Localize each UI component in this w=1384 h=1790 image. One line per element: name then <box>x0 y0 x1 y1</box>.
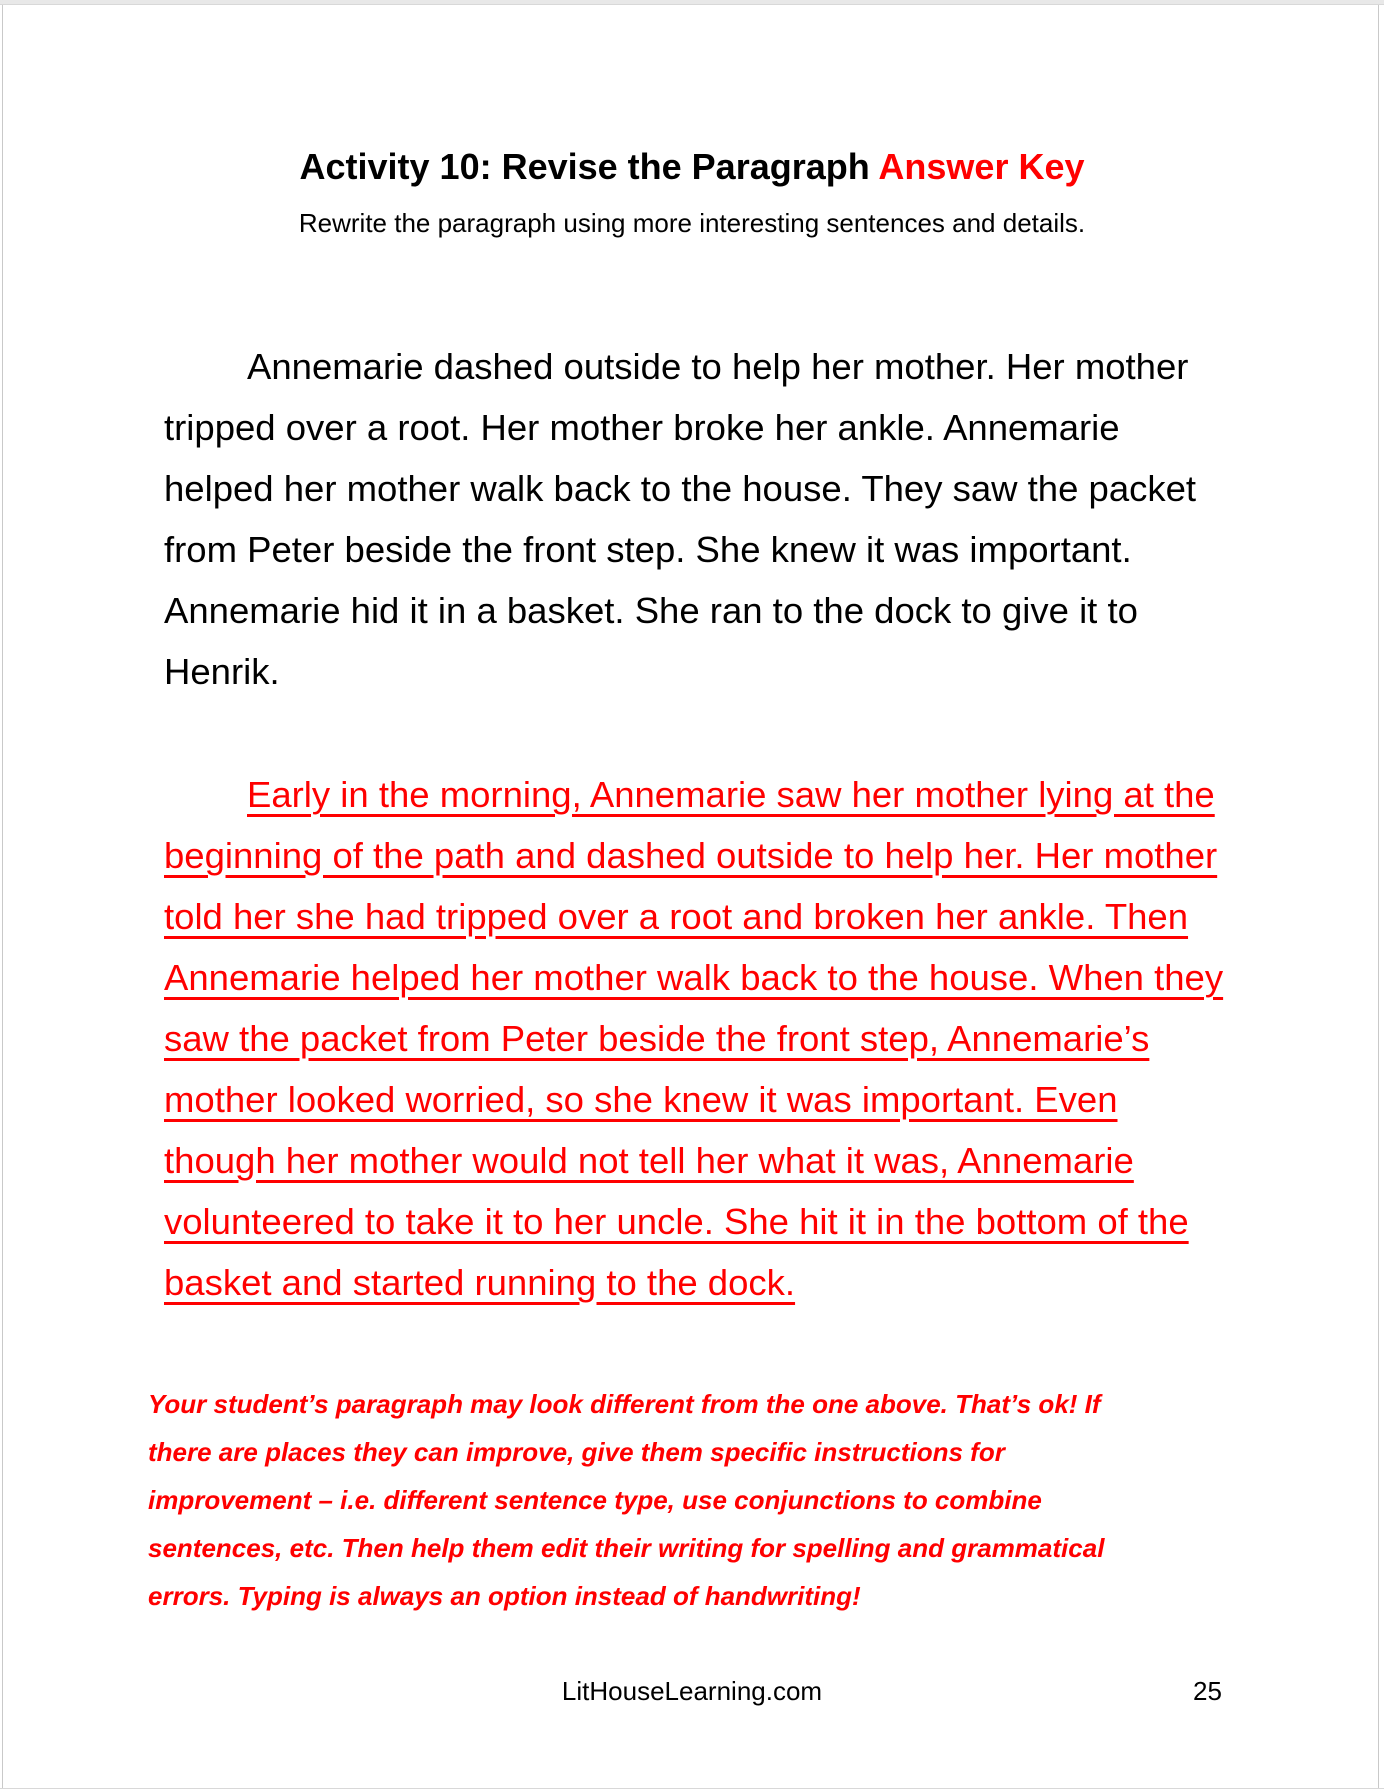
answer-line: basket and started running to the dock. <box>164 1262 796 1303</box>
grading-note <box>148 1380 1104 1620</box>
answer-line: saw the packet from Peter beside the front step, Annemarie’s <box>164 1018 1150 1059</box>
page-title-answer-key: Answer Key <box>878 146 1085 187</box>
page-title-black: Activity 10: Revise the Paragraph <box>299 146 879 187</box>
footer-page-number: 25 <box>1193 1676 1222 1706</box>
answer-line: Annemarie helped her mother walk back to the house. When they <box>164 957 1224 998</box>
paragraph-line: Henrik. <box>164 651 280 692</box>
page-title <box>0 146 1384 188</box>
paragraph-line: from Peter beside the front step. She knew it was important. <box>164 529 1132 570</box>
page-left-edge <box>2 5 3 1788</box>
answer-line: told her she had tripped over a root and broken her ankle. Then <box>164 896 1189 937</box>
note-line: improvement – i.e. different sentence type, use conjunctions to combine <box>148 1485 1042 1515</box>
answer-line: Early in the morning, Annemarie saw her mother lying at the <box>247 774 1215 815</box>
page-top-edge <box>0 0 1384 5</box>
answer-line: though her mother would not tell her what it was, Annemarie <box>164 1140 1134 1181</box>
note-line: sentences, etc. Then help them edit their writing for spelling and grammatical <box>148 1533 1105 1563</box>
paragraph-line: tripped over a root. Her mother broke her ankle. Annemarie <box>164 407 1120 448</box>
original-paragraph <box>164 336 1196 702</box>
paragraph-line: Annemarie dashed outside to help her mother. Her mother <box>247 346 1189 387</box>
footer-website: LitHouseLearning.com <box>561 1676 823 1706</box>
answer-line: mother looked worried, so she knew it was important. Even <box>164 1079 1118 1120</box>
revised-answer-paragraph <box>164 764 1223 1313</box>
page-bottom-edge <box>0 1788 1384 1789</box>
paragraph-line: Annemarie hid it in a basket. She ran to the dock to give it to <box>164 590 1138 631</box>
page-right-edge <box>1378 5 1379 1788</box>
paragraph-line: helped her mother walk back to the house. They saw the packet <box>164 468 1197 509</box>
note-line: errors. Typing is always an option instead of handwriting! <box>148 1581 861 1611</box>
note-line: Your student’s paragraph may look different from the one above. That’s ok! If <box>148 1389 1101 1419</box>
instructions-text: Rewrite the paragraph using more interesting sentences and details. <box>298 208 1086 238</box>
answer-line: volunteered to take it to her uncle. She hit it in the bottom of the <box>164 1201 1189 1242</box>
answer-line: beginning of the path and dashed outside to help her. Her mother <box>164 835 1218 876</box>
note-line: there are places they can improve, give them specific instructions for <box>148 1437 1005 1467</box>
